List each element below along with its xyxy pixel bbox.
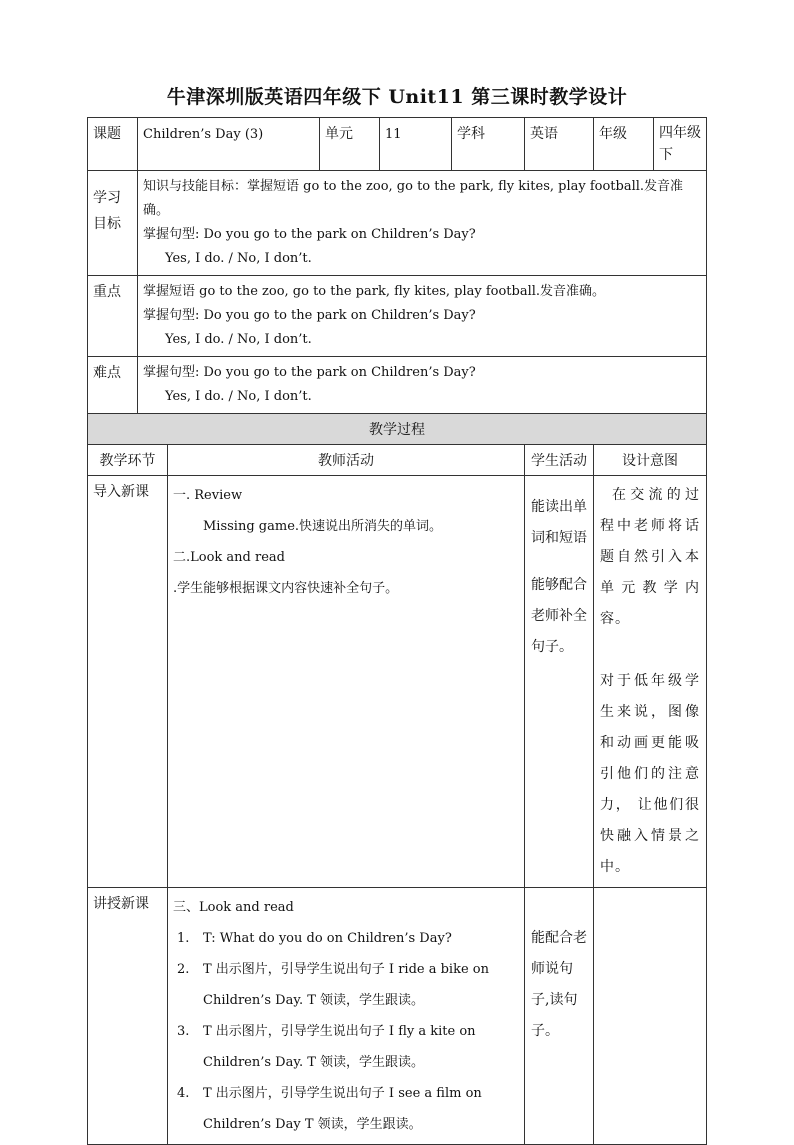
- key-points-label: 重点: [88, 276, 138, 357]
- intro-student-line: 能读出单词和短语: [531, 499, 587, 546]
- list-item-number: 1.: [177, 931, 190, 946]
- list-item-line: Children’s Day T 领读，学生跟读。: [203, 1117, 422, 1132]
- key-points-content: [138, 276, 707, 357]
- intro-student-activity: [525, 476, 594, 888]
- intro-teacher-line: .学生能够根据课文内容快速补全句子。: [173, 581, 399, 596]
- new-lesson-stage-label: 讲授新课: [88, 888, 168, 1145]
- list-item-number: 4.: [177, 1086, 190, 1101]
- list-item: [173, 1078, 519, 1140]
- difficulties-content: [138, 357, 707, 414]
- subject-label: 学科: [452, 118, 525, 171]
- objectives-label: 学习目标: [88, 171, 138, 276]
- intro-teacher-line: 二.Look and read: [173, 550, 285, 565]
- topic-value: Children’s Day (3): [138, 118, 320, 171]
- list-item-text: [203, 954, 489, 1016]
- column-student: 学生活动: [525, 445, 594, 476]
- column-intent: 设计意图: [594, 445, 707, 476]
- intro-stage-label: 导入新课: [88, 476, 168, 888]
- intro-intent-line: 对于低年级学生来说，图像和动画更能吸引他们的注意力， 让他们很快融入情景之中。: [600, 673, 700, 875]
- list-item-text: [203, 1078, 482, 1140]
- objectives-line: 掌握句型: Do you go to the park on Children’s Day?: [143, 227, 476, 242]
- list-item-line: T 出示图片，引导学生说出句子 I see a film on: [203, 1086, 482, 1101]
- topic-label: 课题: [88, 118, 138, 171]
- info-row: [88, 118, 707, 171]
- key-points-line: Yes, I do. / No, I don’t.: [165, 332, 312, 347]
- list-item-number: 2.: [177, 962, 190, 977]
- list-item-line: Children’s Day. T 领读，学生跟读。: [203, 1055, 425, 1070]
- list-item: [173, 1016, 519, 1078]
- process-header-row: [88, 414, 707, 445]
- intro-student-line: 能够配合老师补全句子。: [531, 577, 587, 655]
- difficulties-label: 难点: [88, 357, 138, 414]
- intro-teacher-activity: [168, 476, 525, 888]
- key-points-row: [88, 276, 707, 357]
- list-item-number: 3.: [177, 1024, 190, 1039]
- list-item-text: [203, 1016, 476, 1078]
- key-points-line: 掌握短语 go to the zoo, go to the park, fly kites, play football.发音准确。: [143, 284, 606, 299]
- objectives-row: [88, 171, 707, 276]
- intro-design-intent: [594, 476, 707, 888]
- list-item-line: Children’s Day. T 领读，学生跟读。: [203, 993, 425, 1008]
- difficulties-line: 掌握句型: Do you go to the park on Children’s Day?: [143, 365, 476, 380]
- grade-value: 四年级下: [654, 118, 707, 171]
- unit-value: 11: [380, 118, 452, 171]
- new-lesson-design-intent: [594, 888, 707, 1145]
- lesson-plan-table: [87, 117, 707, 1145]
- intro-intent-line: 在交流的过程中老师将话题自然引入本单元教学内容。: [600, 487, 700, 627]
- list-item-text: T: What do you do on Children’s Day?: [203, 931, 452, 946]
- column-teacher: 教师活动: [168, 445, 525, 476]
- list-item: [173, 923, 519, 954]
- new-lesson-heading: 三、Look and read: [173, 900, 294, 915]
- list-item: [173, 954, 519, 1016]
- intro-teacher-line: 一. Review: [173, 488, 243, 503]
- difficulties-line: Yes, I do. / No, I don’t.: [165, 389, 312, 404]
- subject-value: 英语: [525, 118, 594, 171]
- list-item-line: T 出示图片，引导学生说出句子 I ride a bike on: [203, 962, 489, 977]
- column-stage: 教学环节: [88, 445, 168, 476]
- new-lesson-student-line: 能配合老师说句子,读句子。: [531, 930, 587, 1039]
- document-title: 牛津深圳版英语四年级下 Unit11 第三课时教学设计: [166, 86, 628, 108]
- new-lesson-teacher-activity: [168, 888, 525, 1145]
- difficulties-row: [88, 357, 707, 414]
- new-lesson-student-activity: [525, 888, 594, 1145]
- objectives-content: [138, 171, 707, 276]
- new-lesson-row: [88, 888, 707, 1145]
- objectives-line: 知识与技能目标：掌握短语 go to the zoo, go to the park, fly kites, play football.发音准确。: [143, 179, 684, 218]
- intro-teacher-line: Missing game.快速说出所消失的单词。: [203, 519, 443, 534]
- process-header: 教学过程: [88, 414, 707, 445]
- list-item-line: T 出示图片，引导学生说出句子 I fly a kite on: [203, 1024, 476, 1039]
- process-column-headers: [88, 445, 707, 476]
- intro-stage-row: [88, 476, 707, 888]
- grade-label: 年级: [594, 118, 654, 171]
- objectives-line: Yes, I do. / No, I don’t.: [165, 251, 312, 266]
- key-points-line: 掌握句型: Do you go to the park on Children’s Day?: [143, 308, 476, 323]
- unit-label: 单元: [320, 118, 380, 171]
